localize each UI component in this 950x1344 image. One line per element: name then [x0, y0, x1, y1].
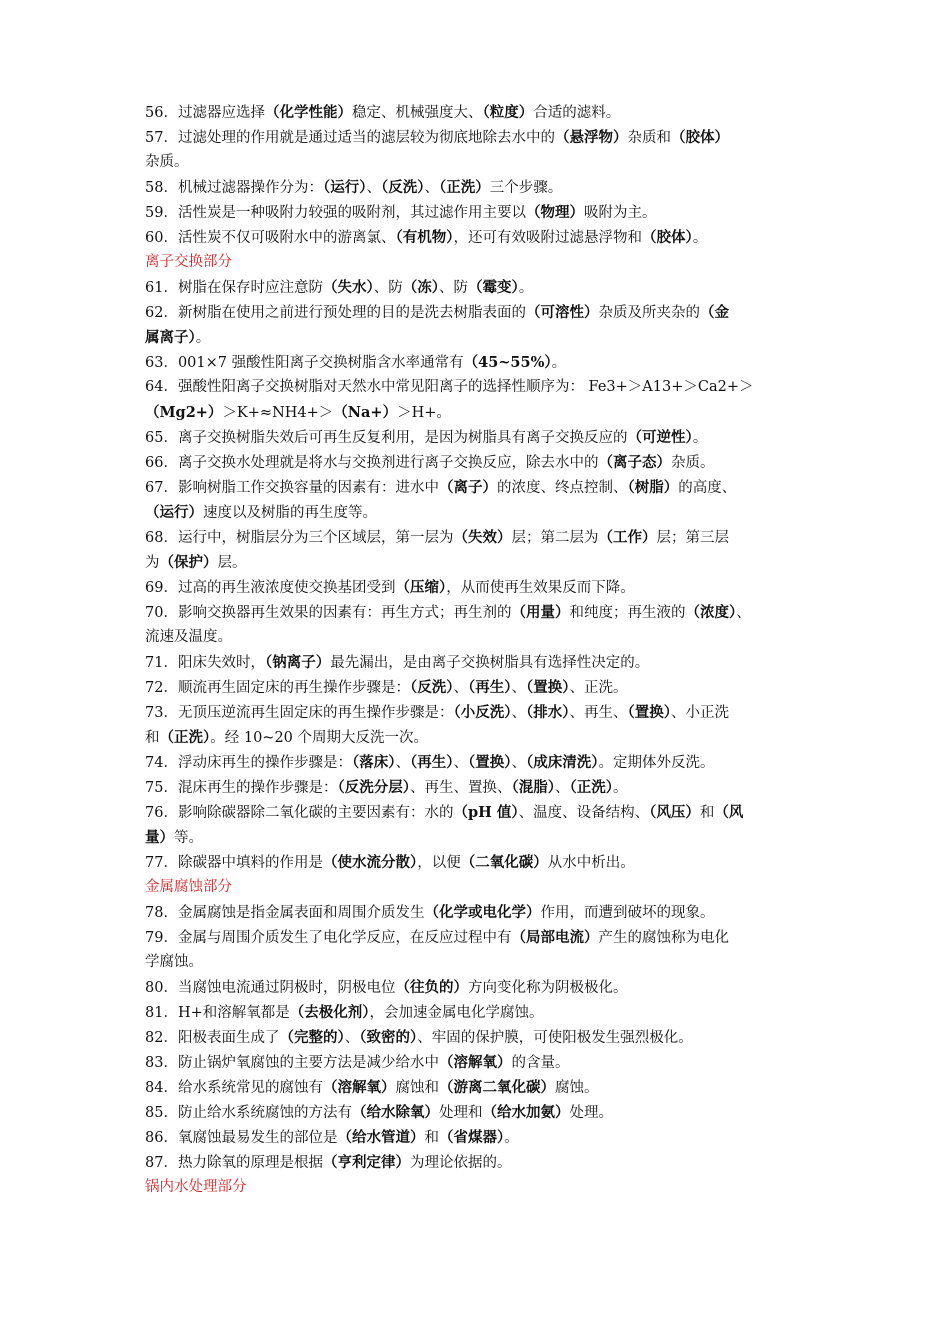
question-line: 77．除碳器中填料的作用是（使水流分散），以便（二氧化碳）从水中析出。	[145, 854, 635, 871]
question-line: 56．过滤器应选择（化学性能）稳定、机械强度大、（粒度）合适的滤料。	[145, 104, 621, 121]
question-line: 84．给水系统常见的腐蚀有（溶解氧）腐蚀和（游离二氧化碳）腐蚀。	[145, 1079, 599, 1096]
question-line: 73．无顶压逆流再生固定床的再生操作步骤是：（小反洗）、（排水）、再生、（置换）、小正洗	[145, 704, 729, 721]
question-line: 59．活性炭是一种吸附力较强的吸附剂，其过滤作用主要以（物理）吸附为主。	[145, 204, 657, 221]
question-line: 85．防止给水系统腐蚀的方法有（给水除氧）处理和（给水加氨）处理。	[145, 1104, 613, 1121]
question-line: 87．热力除氧的原理是根据（亨利定律）为理论依据的。	[145, 1154, 512, 1171]
question-line: 64．强酸性阳离子交换树脂对天然水中常见阳离子的选择性顺序为： Fe3+＞A13+＞Ca2+＞	[145, 379, 754, 395]
question-line: 70．影响交换器再生效果的因素有：再生方式；再生剂的（用量）和纯度；再生液的（浓度）、	[145, 604, 751, 621]
question-line: 为（保护）层。	[145, 554, 247, 571]
question-line: 62．新树脂在使用之前进行预处理的目的是洗去树脂表面的（可溶性）杂质及所夹杂的（金	[145, 304, 729, 321]
question-line: 57．过滤处理的作用就是通过适当的滤层较为彻底地除去水中的（悬浮物）杂质和（胶体）	[145, 129, 729, 146]
question-line: 68．运行中，树脂层分为三个区域层，第一层为（失效）层；第二层为（工作）层；第三层	[145, 529, 729, 546]
question-line: 学腐蚀。	[145, 954, 203, 970]
question-line: 82．阳极表面生成了（完整的）、（致密的）、牢固的保护膜，可使阳极发生强烈极化。	[145, 1029, 693, 1046]
question-line: 83．防止锅炉氧腐蚀的主要方法是减少给水中（溶解氧）的含量。	[145, 1054, 570, 1071]
question-line: 65．离子交换树脂失效后可再生反复利用，是因为树脂具有离子交换反应的（可逆性）。	[145, 429, 708, 446]
question-line: 63．001×7 强酸性阳离子交换树脂含水率通常有（45~55%）。	[145, 354, 567, 371]
question-line: （Mg2+）＞K+≈NH4+＞（Na+）＞H+。	[145, 404, 451, 421]
question-line: 69．过高的再生液浓度使交换基团受到（压缩），从而使再生效果反而下降。	[145, 579, 635, 596]
question-line: 属离子）。	[145, 329, 211, 346]
question-line: 79．金属与周围介质发生了电化学反应，在反应过程中有（局部电流）产生的腐蚀称为电化	[145, 929, 729, 946]
question-line: 72．顺流再生固定床的再生操作步骤是：（反洗）、（再生）、（置换）、正洗。	[145, 679, 628, 696]
section-heading: 锅内水处理部分	[145, 1179, 247, 1195]
question-line: 杂质。	[145, 154, 189, 170]
question-line: 74．浮动床再生的操作步骤是：（落床）、（再生）、（置换）、（成床清洗）。定期体外反洗。	[145, 754, 715, 771]
question-line: 和（正洗）。经 10~20 个周期大反洗一次。	[145, 729, 429, 746]
question-line: 58．机械过滤器操作分为：（运行）、（反洗）、（正洗）三个步骤。	[145, 179, 563, 196]
question-line: 78．金属腐蚀是指金属表面和周围介质发生（化学或电化学）作用，而遭到破坏的现象。	[145, 904, 715, 921]
question-line: 流速及温度。	[145, 629, 232, 645]
question-line: 66．离子交换水处理就是将水与交换剂进行离子交换反应，除去水中的（离子态）杂质。	[145, 454, 715, 471]
section-heading: 金属腐蚀部分	[145, 879, 232, 895]
question-line: 量）等。	[145, 829, 203, 846]
question-line: 86．氧腐蚀最易发生的部位是（给水管道）和（省煤器）。	[145, 1129, 519, 1146]
question-line: 71．阳床失效时，（钠离子）最先漏出，是由离子交换树脂具有选择性决定的。	[145, 654, 650, 671]
section-heading: 离子交换部分	[145, 254, 232, 270]
question-line: 80．当腐蚀电流通过阴极时，阴极电位（往负的）方向变化称为阴极极化。	[145, 979, 628, 996]
document-page	[145, 100, 810, 1200]
question-line: 81．H+和溶解氧都是（去极化剂），会加速金属电化学腐蚀。	[145, 1004, 544, 1021]
question-line: （运行）速度以及树脂的再生度等。	[145, 504, 377, 521]
question-line: 67．影响树脂工作交换容量的因素有：进水中（离子）的浓度、终点控制、（树脂）的高度、	[145, 479, 737, 496]
question-line: 61．树脂在保存时应注意防（失水）、防（冻）、防（霉变）。	[145, 279, 534, 296]
question-line: 60．活性炭不仅可吸附水中的游离氯、（有机物），还可有效吸附过滤悬浮物和（胶体）。	[145, 229, 708, 246]
question-line: 76．影响除碳器除二氧化碳的主要因素有：水的（pH 值）、温度、设备结构、（风压）和（风	[145, 804, 744, 821]
question-line: 75．混床再生的操作步骤是：（反洗分层）、再生、置换、（混脂）、（正洗）。	[145, 779, 628, 796]
